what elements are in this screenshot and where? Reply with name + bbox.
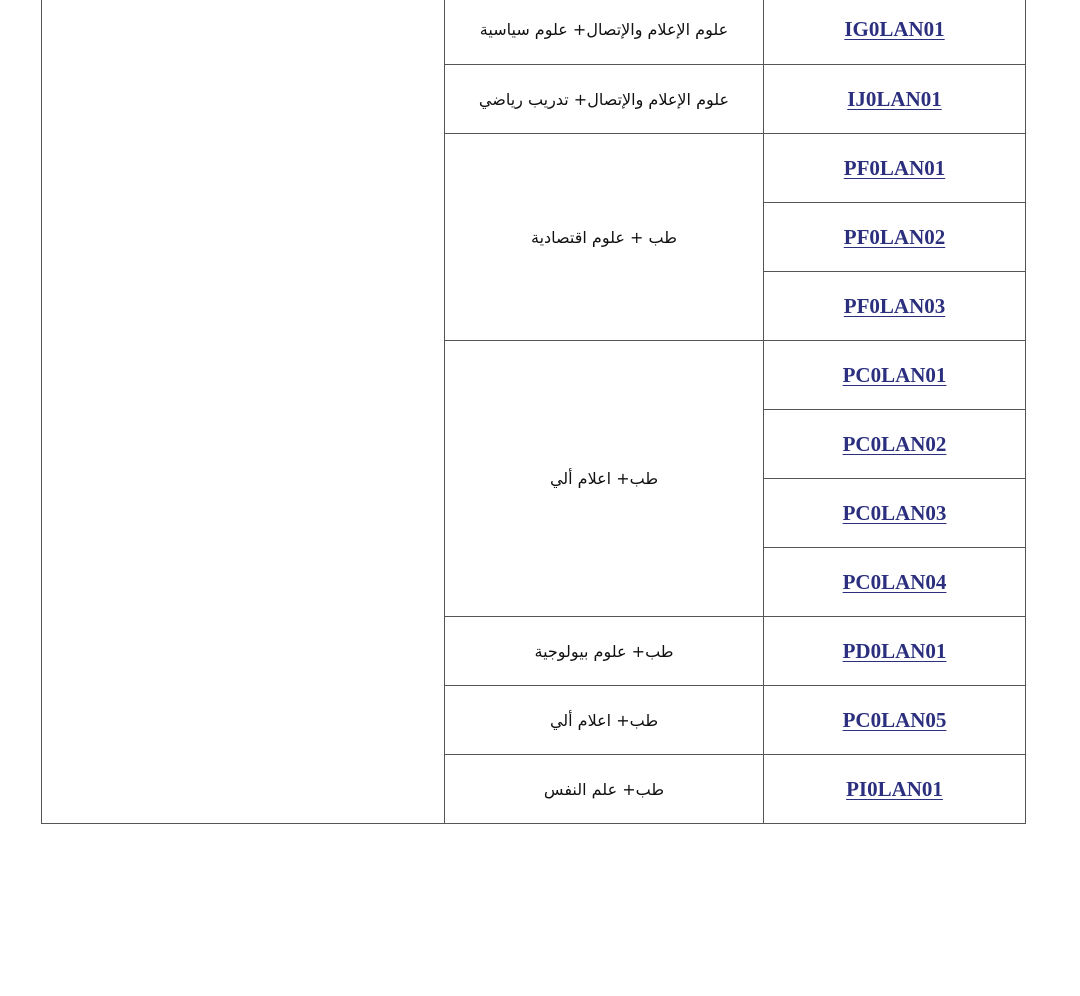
program-code-table — [41, 0, 1026, 824]
program-code-link[interactable]: PD0LAN01 — [842, 638, 947, 663]
program-code-link[interactable]: PC0LAN03 — [842, 500, 947, 525]
code-cell — [764, 686, 1026, 755]
code-cell — [764, 134, 1026, 203]
program-cell — [445, 755, 764, 824]
code-cell — [764, 65, 1026, 134]
program-name: طب + علوم اقتصادية — [531, 227, 677, 247]
program-name: طب+ اعلام ألي — [549, 469, 659, 488]
table-row — [42, 0, 1026, 65]
code-cell — [764, 203, 1026, 272]
code-cell — [764, 341, 1026, 410]
program-cell — [445, 65, 764, 134]
program-code-link[interactable]: PF0LAN02 — [843, 224, 946, 249]
program-code-link[interactable]: PF0LAN03 — [843, 293, 946, 318]
program-cell — [445, 0, 764, 65]
program-code-link[interactable]: PF0LAN01 — [843, 155, 946, 180]
code-cell — [764, 755, 1026, 824]
program-code-link[interactable]: PC0LAN04 — [842, 569, 947, 594]
program-code-link[interactable]: PC0LAN02 — [842, 431, 947, 456]
code-cell — [764, 479, 1026, 548]
program-name: طب+ علم النفس — [543, 779, 665, 799]
program-cell — [445, 617, 764, 686]
program-code-link[interactable]: PC0LAN05 — [842, 707, 947, 732]
code-cell — [764, 548, 1026, 617]
program-name: طب+ علوم بيولوجية — [534, 641, 674, 661]
empty-left-column — [42, 0, 445, 824]
program-code-link[interactable]: IJ0LAN01 — [847, 86, 942, 111]
program-name: علوم الإعلام والإتصال+ تدريب رياضي — [478, 89, 730, 109]
program-name: طب+ اعلام ألي — [549, 710, 659, 730]
code-cell — [764, 410, 1026, 479]
program-code-link[interactable]: PI0LAN01 — [846, 776, 943, 801]
code-cell — [764, 617, 1026, 686]
program-code-link[interactable]: PC0LAN01 — [842, 362, 947, 387]
program-cell — [445, 134, 764, 341]
program-cell — [445, 341, 764, 617]
program-code-link[interactable]: IG0LAN01 — [844, 17, 945, 41]
code-cell — [764, 272, 1026, 341]
program-name: علوم الإعلام والإتصال+ علوم سياسية — [479, 20, 729, 39]
code-cell — [764, 0, 1026, 65]
program-cell — [445, 686, 764, 755]
